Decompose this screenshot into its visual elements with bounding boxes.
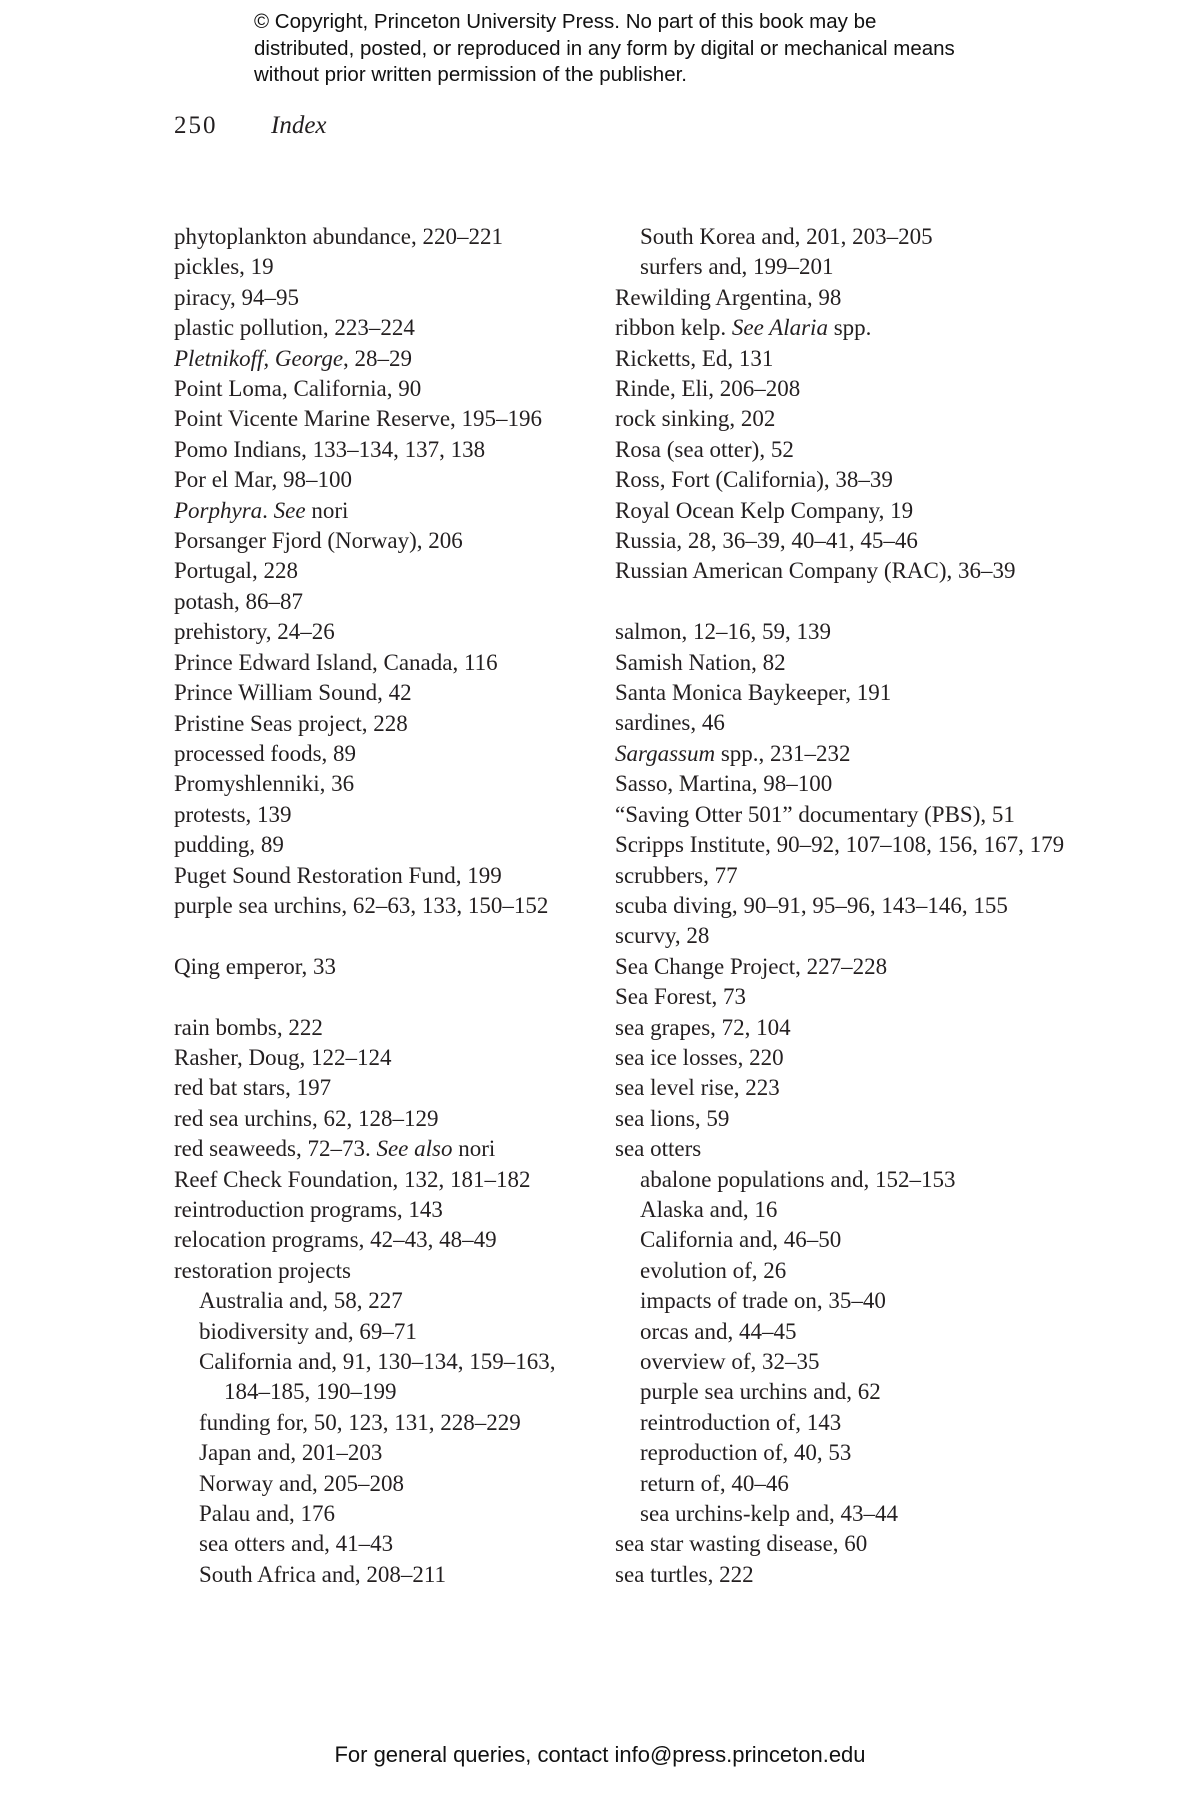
- index-entry: Sea Change Project, 227–228: [615, 953, 888, 979]
- index-column-right: [615, 222, 1075, 1590]
- index-entry: Point Vicente Marine Reserve, 195–196: [174, 406, 543, 432]
- index-entry: Puget Sound Restoration Fund, 199: [174, 862, 502, 888]
- running-head-title: Index: [271, 112, 327, 139]
- index-entry-pages: spp., 231–232: [715, 740, 851, 766]
- copyright-notice: © Copyright, Princeton University Press. No part of this book may be distributed, posted, or reproduced in any form by digital or mechanical means without prior written permission of the publisher.: [254, 10, 955, 86]
- index-entry: plastic pollution, 223–224: [174, 315, 415, 341]
- see-reference: See Alaria: [731, 315, 828, 341]
- index-subentry: reintroduction of, 143: [640, 1409, 842, 1435]
- index-entry: scurvy, 28: [615, 923, 710, 949]
- index-subentry: purple sea urchins and, 62: [640, 1379, 881, 1405]
- index-subentry: sea urchins-kelp and, 43–44: [640, 1501, 899, 1527]
- index-entry: red sea urchins, 62, 128–129: [174, 1105, 439, 1131]
- index-subentry: Australia and, 58, 227: [199, 1288, 403, 1314]
- index-entry: [174, 1134, 604, 1164]
- index-entry: processed foods, 89: [174, 740, 357, 766]
- index-entry: rain bombs, 222: [174, 1014, 323, 1040]
- see-target: nori: [452, 1136, 496, 1162]
- letter-group-gap: [615, 587, 1075, 617]
- index-entry: Pristine Seas project, 228: [174, 710, 408, 736]
- index-entry: Rinde, Eli, 206–208: [615, 376, 801, 402]
- index-entry: sea lions, 59: [615, 1105, 730, 1131]
- running-head: [174, 112, 327, 140]
- index-entry: [615, 313, 1075, 343]
- letter-group-gap: [174, 982, 604, 1012]
- index-entry: rock sinking, 202: [615, 406, 776, 432]
- index-entry: sea otters: [615, 1136, 702, 1162]
- index-entry: red bat stars, 197: [174, 1075, 332, 1101]
- index-subentry: surfers and, 199–201: [640, 254, 834, 280]
- index-entry: Porsanger Fjord (Norway), 206: [174, 528, 463, 554]
- index-entry: Rewilding Argentina, 98: [615, 284, 842, 310]
- index-entry: sea turtles, 222: [615, 1561, 754, 1587]
- index-entry: Promyshlenniki, 36: [174, 771, 355, 797]
- index-entry-main: red seaweeds, 72–73.: [174, 1136, 377, 1162]
- index-entry: relocation programs, 42–43, 48–49: [174, 1227, 497, 1253]
- index-entry-italic-name: Pletnikoff, George: [174, 345, 344, 371]
- index-entry: sea star wasting disease, 60: [615, 1531, 868, 1557]
- index-entry: Santa Monica Baykeeper, 191: [615, 680, 892, 706]
- footer-contact: For general queries, contact info@press.princeton.edu: [334, 1742, 866, 1767]
- index-subentry: Japan and, 201–203: [199, 1440, 383, 1466]
- see-target: spp.: [827, 315, 872, 341]
- index-entry: Porphyra. See nori: [174, 497, 349, 523]
- index-entry: Scripps Institute, 90–92, 107–108, 156, 167, 179: [615, 832, 1065, 858]
- index-subentry: Palau and, 176: [199, 1501, 336, 1527]
- index-entry: Rosa (sea otter), 52: [615, 436, 794, 462]
- index-entry-italic-term: Porphyra: [174, 497, 263, 523]
- index-subentry: South Korea and, 201, 203–205: [640, 224, 933, 249]
- index-entry: pudding, 89: [174, 832, 284, 858]
- page-number: 250: [174, 112, 218, 139]
- index-subentry: evolution of, 26: [640, 1257, 787, 1283]
- index-entry: phytoplankton abundance, 220–221: [174, 224, 503, 249]
- index-entry: Por el Mar, 98–100: [174, 467, 352, 493]
- index-subentry: California and, 46–50: [640, 1227, 842, 1253]
- index-subentry: impacts of trade on, 35–40: [640, 1288, 886, 1314]
- index-entry: sea grapes, 72, 104: [615, 1014, 791, 1040]
- index-entry: Portugal, 228: [174, 558, 298, 584]
- index-entry: Rasher, Doug, 122–124: [174, 1044, 392, 1070]
- see-target: nori: [305, 497, 349, 523]
- index-entry: Prince Edward Island, Canada, 116: [174, 649, 498, 675]
- index-entry: salmon, 12–16, 59, 139: [615, 619, 831, 645]
- index-entry: Samish Nation, 82: [615, 649, 786, 675]
- index-entry: scuba diving, 90–91, 95–96, 143–146, 155: [615, 892, 1008, 918]
- index-entry: Ricketts, Ed, 131: [615, 345, 774, 371]
- index-entry: Reef Check Foundation, 132, 181–182: [174, 1166, 531, 1192]
- index-subentry: reproduction of, 40, 53: [640, 1440, 852, 1466]
- index-entry: pickles, 19: [174, 254, 274, 280]
- index-entry: scrubbers, 77: [615, 862, 738, 888]
- index-entry: prehistory, 24–26: [174, 619, 335, 645]
- index-entry: restoration projects: [174, 1257, 351, 1283]
- see-reference: See: [273, 497, 306, 523]
- index-entry: “Saving Otter 501” documentary (PBS), 51: [615, 801, 1015, 827]
- index-subentry: California and, 91, 130–134, 159–163,: [199, 1349, 556, 1374]
- index-entry: reintroduction programs, 143: [174, 1196, 443, 1222]
- index-subentry: funding for, 50, 123, 131, 228–229: [199, 1409, 521, 1435]
- index-entry: Russian American Company (RAC), 36–39: [615, 558, 1016, 584]
- index-subentry: Alaska and, 16: [640, 1196, 778, 1222]
- index-subentry: orcas and, 44–45: [640, 1318, 797, 1344]
- index-entry: Qing emperor, 33: [174, 953, 336, 979]
- index-entry: purple sea urchins, 62–63, 133, 150–152: [174, 892, 549, 918]
- index-subentry: biodiversity and, 69–71: [199, 1318, 417, 1344]
- index-entry: [174, 344, 604, 374]
- index-entry: Ross, Fort (California), 38–39: [615, 467, 893, 493]
- index-entry: piracy, 94–95: [174, 284, 299, 310]
- index-subentry: South Africa and, 208–211: [199, 1561, 447, 1587]
- index-subentry: return of, 40–46: [640, 1470, 789, 1496]
- index-subentry: overview of, 32–35: [640, 1349, 820, 1375]
- index-entry-pages: , 28–29: [343, 345, 413, 371]
- index-entry: Sea Forest, 73: [615, 984, 746, 1010]
- index-entry: Pomo Indians, 133–134, 137, 138: [174, 436, 486, 462]
- index-entry: sea level rise, 223: [615, 1075, 780, 1101]
- index-entry: Royal Ocean Kelp Company, 19: [615, 497, 914, 523]
- index-subentry: abalone populations and, 152–153: [640, 1166, 956, 1192]
- index-entry: Point Loma, California, 90: [174, 376, 422, 402]
- index-entry: Sasso, Martina, 98–100: [615, 771, 833, 797]
- index-entry: [615, 739, 1075, 769]
- index-entry: Russia, 28, 36–39, 40–41, 45–46: [615, 528, 918, 554]
- index-column-left: [174, 222, 604, 1590]
- see-also-reference: See also: [376, 1136, 453, 1162]
- index-entry: potash, 86–87: [174, 588, 304, 614]
- index-entry: sardines, 46: [615, 710, 725, 736]
- letter-group-gap: [174, 921, 604, 951]
- index-entry: Prince William Sound, 42: [174, 680, 412, 706]
- index-entry: sea ice losses, 220: [615, 1044, 784, 1070]
- index-entry-italic-term: Sargassum: [615, 740, 716, 766]
- index-subentry-continuation: 184–185, 190–199: [224, 1379, 397, 1405]
- index-subentry: Norway and, 205–208: [199, 1470, 405, 1496]
- index-entry: protests, 139: [174, 801, 292, 827]
- index-entry-main: ribbon kelp.: [615, 315, 732, 341]
- index-subentry: sea otters and, 41–43: [199, 1531, 394, 1557]
